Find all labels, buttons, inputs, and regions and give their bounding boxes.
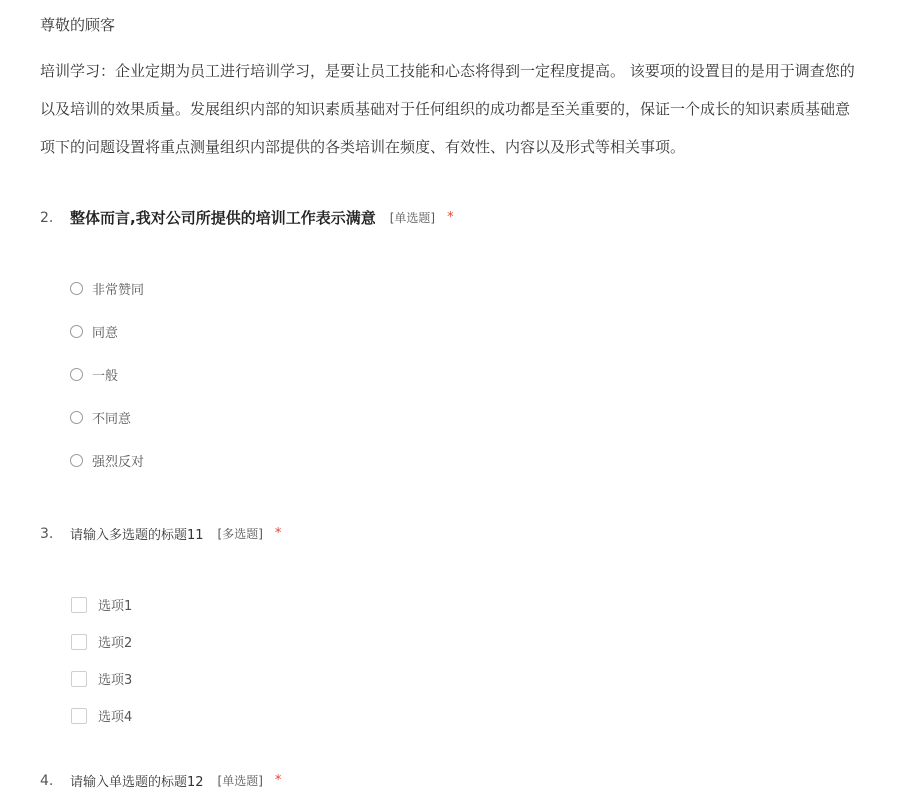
radio-option-agree[interactable] <box>70 310 144 353</box>
checkbox-option-3[interactable] <box>70 660 132 697</box>
option-label: 选项1 <box>98 599 133 614</box>
checkbox-square-icon[interactable] <box>71 634 87 650</box>
question-header <box>40 207 454 228</box>
intro-line: 项下的问题设置将重点测量组织内部提供的各类培训在频度、有效性、内容以及形式等相关事项。 <box>40 138 686 156</box>
intro-line: 培训学习：企业定期为员工进行培训学习，是要让员工技能和心态将得到一定程度提高。 该要项的设置目的是用于调查您的 <box>40 62 855 80</box>
option-label: 不同意 <box>92 412 132 427</box>
question-number: 3. <box>40 525 54 542</box>
question-number: 4. <box>40 772 54 789</box>
checkbox-square-icon[interactable] <box>71 671 87 687</box>
question-type-tag: [单选题] <box>217 774 263 788</box>
question-4 <box>40 771 281 790</box>
intro-line: 以及培训的效果质量。发展组织内部的知识素质基础对于任何组织的成功都是至关重要的，保证一个成长的知识素质基础意 <box>40 100 851 118</box>
option-label: 选项4 <box>98 710 133 725</box>
option-label: 同意 <box>92 326 119 341</box>
question-type-tag: [单选题] <box>389 211 436 225</box>
radio-circle-icon[interactable] <box>70 454 83 467</box>
radio-circle-icon[interactable] <box>70 325 83 338</box>
question-header <box>40 771 281 790</box>
option-label: 非常赞同 <box>92 283 145 298</box>
radio-circle-icon[interactable] <box>70 282 83 295</box>
question-title: 整体而言,我对公司所提供的培训工作表示满意 <box>70 209 376 227</box>
checkbox-square-icon[interactable] <box>71 597 87 613</box>
option-label: 一般 <box>92 369 119 384</box>
question-number: 2. <box>40 209 54 226</box>
checkbox-square-icon[interactable] <box>71 708 87 724</box>
checkbox-option-4[interactable] <box>70 697 132 734</box>
radio-option-neutral[interactable] <box>70 353 144 396</box>
option-label: 选项3 <box>98 673 133 688</box>
question-header <box>40 524 281 543</box>
greeting-text: 尊敬的顾客 <box>40 16 116 34</box>
question-title: 请输入多选题的标题11 <box>70 528 204 543</box>
radio-option-disagree[interactable] <box>70 396 144 439</box>
checkbox-option-1[interactable] <box>70 586 132 623</box>
required-marker: * <box>274 773 282 788</box>
question-3 <box>40 524 281 543</box>
radio-circle-icon[interactable] <box>70 411 83 424</box>
question-title: 请输入单选题的标题12 <box>70 775 204 790</box>
question-3-options <box>70 586 132 734</box>
required-marker: * <box>447 210 454 225</box>
radio-circle-icon[interactable] <box>70 368 83 381</box>
question-2-options <box>70 267 144 482</box>
question-2 <box>40 207 454 228</box>
option-label: 选项2 <box>98 636 133 651</box>
radio-option-strongly-agree[interactable] <box>70 267 144 310</box>
radio-option-strongly-disagree[interactable] <box>70 439 144 482</box>
required-marker: * <box>274 526 282 541</box>
question-type-tag: [多选题] <box>217 527 263 541</box>
checkbox-option-2[interactable] <box>70 623 132 660</box>
intro-paragraph <box>40 52 900 166</box>
option-label: 强烈反对 <box>92 455 145 470</box>
